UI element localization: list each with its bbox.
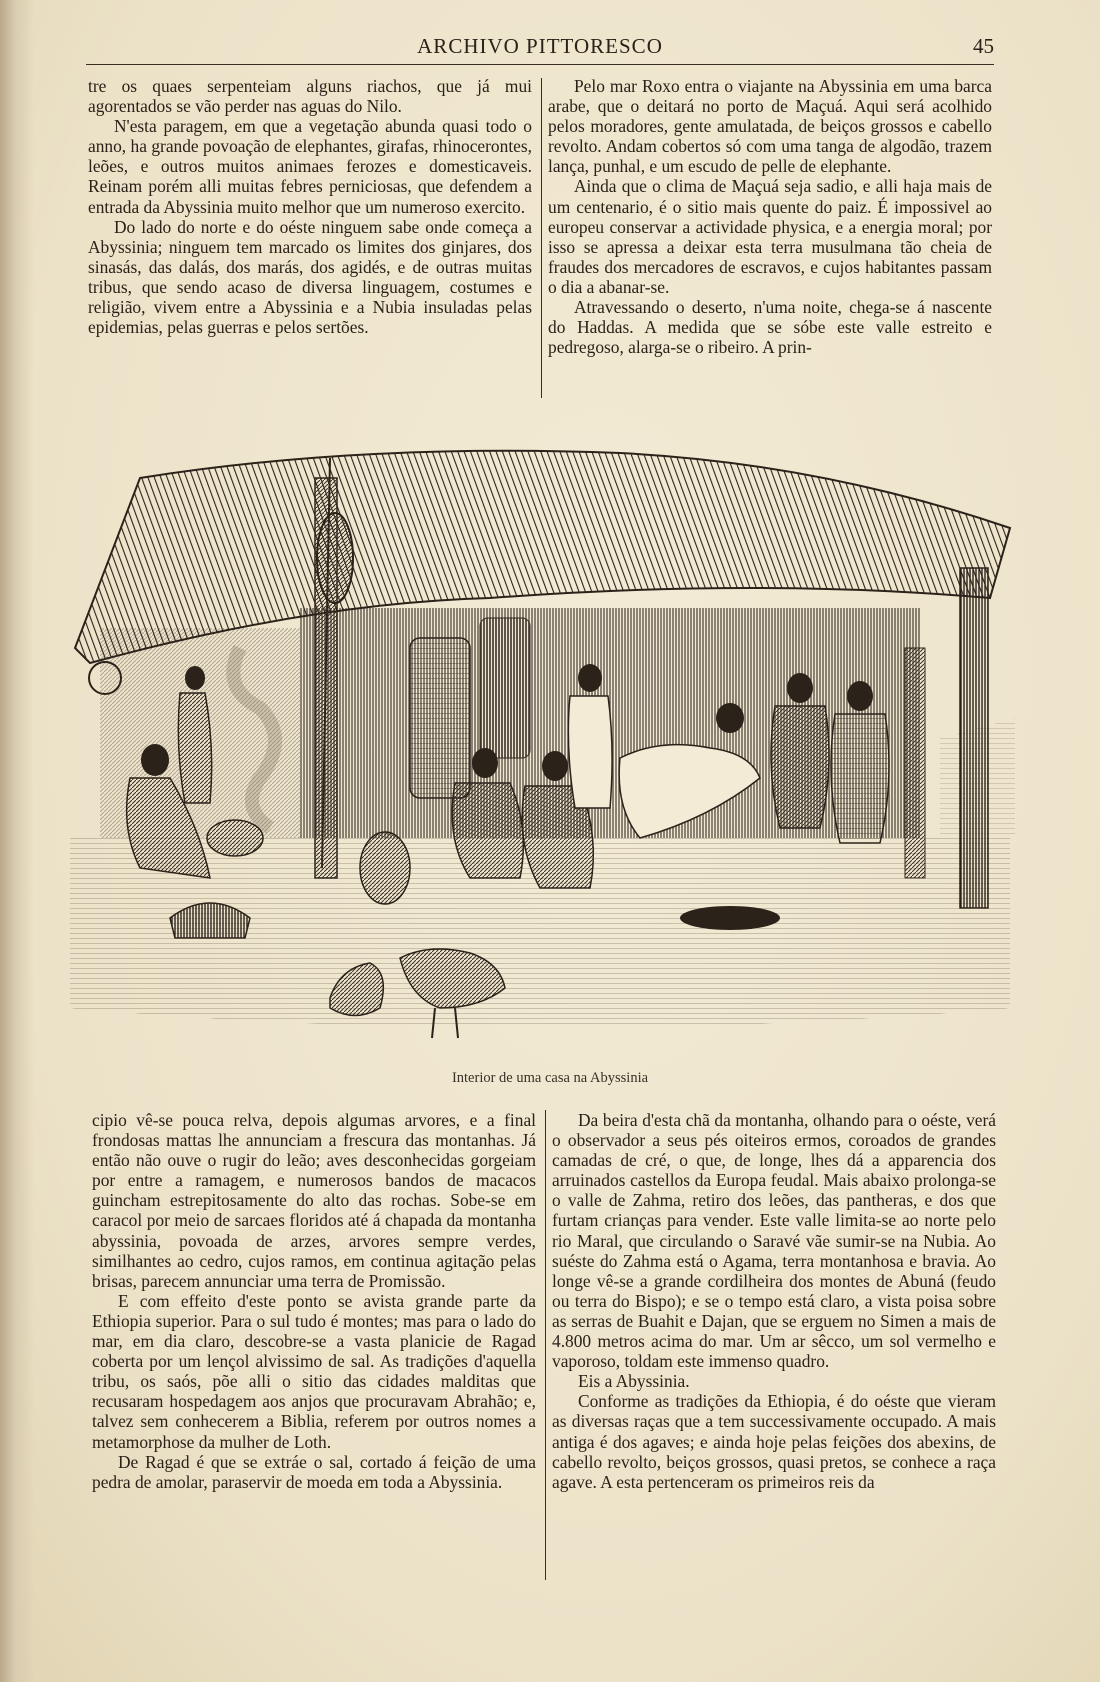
binding-shadow [0,0,34,1682]
paragraph: Eis a Abyssinia. [578,1371,690,1392]
paragraph: Do lado do norte e do oéste ninguem sabe onde começa a Abyssinia; ninguem tem marcado os limites dos ginjares, dos sinasás, das dalás, dos marás, dos agidés, e de outras muitas tribus, que sendo acaso de diversa linguagem, costumes e religião, vivem entre a Abyssinia e a Nubia insuladas pelas epidemias, pelas guerras e pelos sertões. [88,216,532,338]
column-bottom-left [92,1110,536,1492]
column-top-left [88,76,532,337]
column-rule-top [541,78,542,398]
paragraph: N'esta paragem, em que a vegetação abunda quasi todo o anno, ha grande povoação de elephantes, girafas, rhinocerontes, leões, e outros muitos animaes ferozes e domesticaveis. Reinam porém alli muitas febres perniciosas, que defendem a entrada da Abyssinia muito melhor que um numeroso exercito. [88,116,532,217]
tray [680,906,780,930]
paragraph: Da beira d'esta chã da montanha, olhando para o oéste, verá o observador a seus pés oiteiros ermos, coroados de grandes camadas de cré, o que, de longe, lhes dá a apparencia dos arruinados castellos da Europa feudal. Mais abaixo prolonga-se o valle de Zahma, retiro dos leões, das pantheras, e dos que furtam crianças para vender. Este valle limita-se ao norte pelo rio Maral, que circulando o Saravé vãe sumir-se na Nubia. Ao suéste do Zahma está o Agama, terra montanhosa e bravia. Ao longe vê-se a grande cordilheira dos montes de Abuná (feudo ou terra do Bispo); e se o tempo está claro, a vista poisa sobre as serras de Buahit e Dajan, que se erguem no Simen a mais de 4.800 metros acima do mar. Um ar sêcco, um sol vermelho e vaporoso, toldam este immenso quadro. [552,1110,996,1372]
engraving-illustration [60,448,1020,1048]
paragraph: tre os quaes serpenteiam alguns riachos, que já mui agorentados se vão perder nas aguas do Nilo. [88,76,532,117]
paragraph: Pelo mar Roxo entra o viajante na Abyssinia em uma barca arabe, que o deitará no porto de Maçuá. Aqui será acolhido pelos moradores, gente amulatada, de beiços grossos e cabello revolto. Andam cobertos só com uma tanga de algodão, trazem lança, punhal, e um escudo de pelle de elephante. [548,76,992,177]
cooking-pot [207,820,263,856]
paragraph: Ainda que o clima de Maçuá seja sadio, e alli haja mais de um centenario, é o sitio mais quente do paiz. É impossivel ao europeu conservar a actividade physica, e a energia moral; por isso se apressa a deixar esta terra musulmana tão cheia de fraudes dos mercadores de escravos, e cujos habitantes passam o dia a abanar-se. [548,176,992,297]
paragraph: Conforme as tradições da Ethiopia, é do oéste que vieram as diversas raças que a tem successivamente occupado. A mais antiga é dos agaves; e ainda hoje pelas feições dos abexins, de cabello revolto, beiços grossos, quasi pretos, se conhece a raça agave. A esta pertenceram os primeiros reis da [552,1391,996,1492]
column-rule-bottom [545,1110,546,1580]
clay-jar [360,832,410,904]
running-header [86,30,994,65]
paragraph: Atravessando o deserto, n'uma noite, chega-se á nascente do Haddas. A medida que se sóbe este valle estreito e pedregoso, alarga-se o ribeiro. A prin- [548,297,992,358]
column-top-right [548,76,992,357]
page-number: 45 [973,34,994,58]
shield [317,513,353,603]
figure-caption: Interior de uma casa na Abyssinia [451,1070,649,1086]
paragraph: De Ragad é que se extráe o sal, cortado á feição de uma pedra de amolar, paraservir de moeda em toda a Abyssinia. [92,1451,536,1492]
column-bottom-right [552,1110,996,1492]
journal-title: ARCHIVO PITTORESCO [417,34,663,58]
paragraph: cipio vê-se pouca relva, depois algumas arvores, e a final frondosas mattas lhe annunciam a frescura das montanhas. Já então não ouve o rugir do leão; aves desconhecidas gorgeiam por entre a ramagem, e numerosos bandos de macacos guincham estrepitosamente do alto das rochas. Sobe-se em caracol por meio de sarcaes floridos até á chapada da montanha abyssinia, povoada de arzes, arvores sempre verdes, similhantes ao cedro, cujos ramos, em continua agitação pelas brisas, parecem annunciar uma terra de Promissão. [92,1110,536,1291]
paragraph: E com effeito d'este ponto se avista grande parte da Ethiopia superior. Para o sul tudo é montes; mas para o lado do mar, em dia claro, descobre-se a vasta planicie de Ragad coberta por um lençol alvissimo de sal. As tradições d'aquella tribu, os saós, põe alli o sitio das cidades malditas que recusaram hospedagem aos anjos que procuravam Abrahão; e, talvez sem conhecerem a Biblia, referem por outros nomes a metamorphose da mulher de Loth. [92,1290,536,1452]
